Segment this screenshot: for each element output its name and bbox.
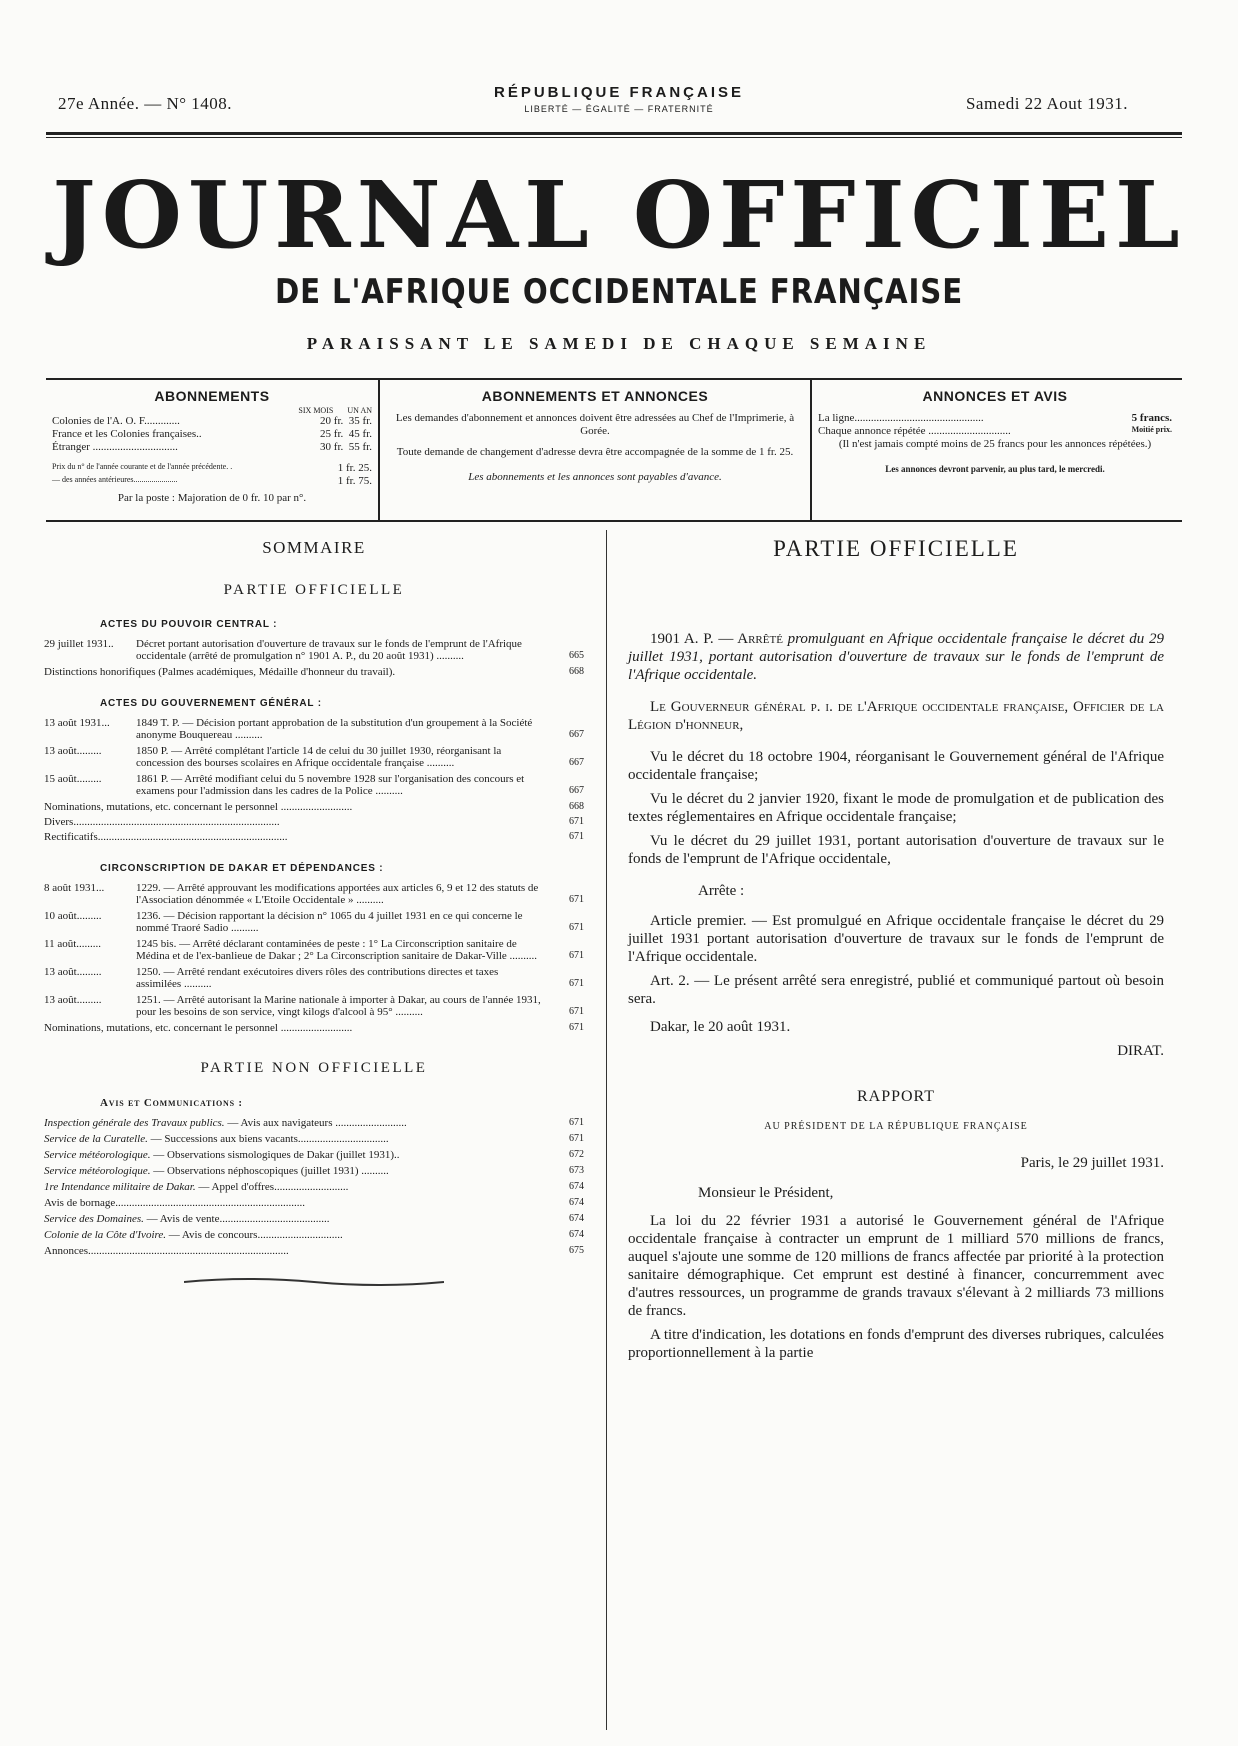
report-body: A titre d'indication, les dotations en fonds d'emprunt des diverses rubriques, calculées proportionnellement à la partie bbox=[628, 1327, 1164, 1361]
vu-paragraph: Vu le décret du 29 juillet 1931, portant autorisation d'ouverture de travaux sur le fonds de l'emprunt de l'Afrique occidentale, bbox=[628, 833, 1164, 867]
subscriptions-announcements-column bbox=[378, 380, 810, 520]
avis-entry: Service météorologique. — Observations sismologiques de Dakar (juillet 1931).. 672 bbox=[44, 1149, 584, 1161]
signature: DIRAT. bbox=[1117, 1043, 1164, 1059]
price-older: — des années antérieures...................... 1 fr. 75. bbox=[52, 475, 372, 487]
address-change-info: Toute demande de changement d'adresse devra être accompagnée de la somme de 1 fr. 25. bbox=[396, 446, 794, 458]
paris-date: Paris, le 29 juillet 1931. bbox=[1020, 1155, 1164, 1171]
vu-paragraph: Vu le décret du 2 janvier 1920, fixant le mode de promulgation et de publication des textes réglementaires en Afrique occidentale française; bbox=[628, 791, 1164, 825]
subscriptions-announcements-heading: ABONNEMENTS ET ANNONCES bbox=[481, 388, 709, 404]
avis-entry: Service météorologique. — Observations néphoscopiques (juillet 1931) .......... 673 bbox=[44, 1165, 584, 1177]
postal-surcharge: Par la poste : Majoration de 0 fr. 10 par n°. bbox=[117, 492, 307, 504]
toc-entry: 13 août......... 1250. — Arrêté rendant exécutoires divers rôles des contributions directes et taxes assimilées .......... 671 bbox=[44, 966, 584, 990]
notices-column bbox=[810, 380, 1178, 520]
avis-entry: Service des Domaines. — Avis de vente........................................ 674 bbox=[44, 1213, 584, 1225]
section-heading: ACTES DU GOUVERNEMENT GÉNÉRAL : bbox=[100, 698, 322, 709]
toc-entry: 11 août......... 1245 bis. — Arrêté déclarant contaminées de peste : 1° La Circonscription sanitaire de Médina et de l'ex-banlieue de Dakar ; 2° La Circonscription sanitaire de Dakar-Ville .......... 671 bbox=[44, 938, 584, 962]
issue-number: 27e Année. — N° 1408. bbox=[58, 94, 233, 113]
payment-note: Les abonnements et les annonces sont payables d'avance. bbox=[468, 471, 722, 483]
price-current: Prix du n° de l'année courante et de l'année précédente. . 1 fr. 25. bbox=[52, 462, 372, 474]
article-2: Art. 2. — Le présent arrêté sera enregistré, publié et communiqué partout où besoin sera. bbox=[628, 973, 1164, 1007]
partie-officielle bbox=[628, 536, 1164, 1368]
republic-label: RÉPUBLIQUE FRANÇAISE bbox=[493, 84, 744, 101]
minimum-note: (Il n'est jamais compté moins de 25 francs pour les annonces répétées.) bbox=[838, 438, 1152, 450]
top-rule-thin bbox=[46, 137, 1182, 138]
rate-row: Colonies de l'A. O. F............. 20 fr. 35 fr. bbox=[52, 415, 372, 427]
toc-entry: 13 août 1931... 1849 T. P. — Décision portant approbation de la substitution d'un groupement à la Société anonyme Bouquereau .......... 667 bbox=[44, 717, 584, 741]
issue-date: Samedi 22 Aout 1931. bbox=[965, 94, 1128, 113]
end-ornament bbox=[44, 1275, 584, 1294]
one-year-header: UN AN bbox=[347, 406, 372, 415]
avis-entry: 1re Intendance militaire de Dakar. — Appel d'offres........................... 674 bbox=[44, 1181, 584, 1193]
avis-entry: Service de la Curatelle. — Successions aux biens vacants................................. 671 bbox=[44, 1133, 584, 1145]
toc-entry: Nominations, mutations, etc. concernant le personnel .......................... 668 bbox=[44, 801, 584, 813]
sommaire bbox=[44, 538, 584, 1294]
toc-entry: 13 août......... 1850 P. — Arrêté complétant l'article 14 de celui du 30 juillet 1930, réorganisant la concession des bourses scolaires en Afrique occidentale française .......... 667 bbox=[44, 745, 584, 769]
rates-table bbox=[52, 415, 372, 454]
toc-entry: 29 juillet 1931.. Décret portant autorisation d'ouverture de travaux sur le fonds de l'emprunt de l'Afrique occidentale (arrêté de promulgation n° 1901 A. P., du 20 août 1931) .......... 665 bbox=[44, 638, 584, 662]
avis-list bbox=[44, 1117, 584, 1257]
avis-heading: Avis et Communications : bbox=[100, 1097, 243, 1109]
subscription-box bbox=[46, 378, 1182, 522]
frequency-line: PARAISSANT LE SAMEDI DE CHAQUE SEMAINE bbox=[306, 334, 932, 353]
toc-entry: Distinctions honorifiques (Palmes académiques, Médaille d'honneur du travail). 668 bbox=[44, 666, 584, 678]
six-months-header: SIX MOIS bbox=[298, 406, 334, 415]
section-heading: CIRCONSCRIPTION DE DAKAR ET DÉPENDANCES : bbox=[100, 863, 384, 874]
rate-row: France et les Colonies françaises.. 25 fr. 45 fr. bbox=[52, 428, 372, 440]
avis-entry: Annonces......................................................................... 675 bbox=[44, 1245, 584, 1257]
toc-entry: 15 août......... 1861 P. — Arrêté modifiant celui du 5 novembre 1928 sur l'organisation des concours et examens pour l'admission dans les cadres de la Police .......... 667 bbox=[44, 773, 584, 797]
rate-row: Étranger ............................... 30 fr. 55 fr. bbox=[52, 441, 372, 453]
rapport-heading: RAPPORT bbox=[856, 1088, 936, 1105]
deadline-note: Les annonces devront parvenir, au plus tard, le mercredi. bbox=[885, 464, 1105, 474]
journal-title: JOURNAL OFFICIEL bbox=[52, 161, 1186, 269]
partie-officielle-heading: PARTIE OFFICIELLE bbox=[223, 582, 405, 598]
place-date: Dakar, le 20 août 1931. bbox=[650, 1019, 791, 1035]
section-heading: ACTES DU POUVOIR CENTRAL : bbox=[100, 619, 278, 630]
avis-entry: Avis de bornage..................................................................... 674 bbox=[44, 1197, 584, 1209]
motto: LIBERTÉ — ÉGALITÉ — FRATERNITÉ bbox=[524, 104, 714, 114]
top-rule bbox=[46, 132, 1182, 135]
arrete-heading: 1901 A. P. — Arrêté promulguant en Afrique occidentale française le décret du 29 juillet 1931, portant autorisation d'ouverture de travaux sur le fonds de l'emprunt de l'Afrique occidentale. bbox=[628, 631, 1164, 683]
toc-entry: 10 août......... 1236. — Décision rapportant la décision n° 1065 du 4 juillet 1931 en ce qui concerne le nommé Traoré Sadio .......... 671 bbox=[44, 910, 584, 934]
governor-line: Le Gouverneur général p. i. de l'Afrique occidentale française, Officier de la Légion d'honneur, bbox=[628, 699, 1164, 733]
toc-entry: 8 août 1931... 1229. — Arrêté approuvant les modifications apportées aux articles 6, 9 et 12 des statuts de l'Association dénommée « L'Etoile Occidentale » .......... 671 bbox=[44, 882, 584, 906]
rapport-subheading: AU PRÉSIDENT DE LA RÉPUBLIQUE FRANÇAISE bbox=[764, 1121, 1028, 1132]
arrete-label: Arrête : bbox=[698, 883, 745, 899]
avis-entry: Colonie de la Côte d'Ivoire. — Avis de concours............................... 674 bbox=[44, 1229, 584, 1241]
avis-entry: Inspection générale des Travaux publics. — Avis aux navigateurs .......................... 671 bbox=[44, 1117, 584, 1129]
partie-officielle-title: PARTIE OFFICIELLE bbox=[773, 536, 1019, 561]
vu-paragraph: Vu le décret du 18 octobre 1904, réorganisant le Gouvernement général de l'Afrique occidentale française; bbox=[628, 749, 1164, 783]
subscriptions-heading: ABONNEMENTS bbox=[154, 388, 270, 404]
salutation: Monsieur le Président, bbox=[698, 1185, 834, 1201]
sommaire-heading: SOMMAIRE bbox=[262, 538, 366, 557]
repeat-price: Chaque annonce répétée .............................. Moitié prix. bbox=[818, 425, 1172, 437]
line-price: La ligne............................................... 5 francs. bbox=[818, 412, 1172, 424]
toc-entry: Nominations, mutations, etc. concernant le personnel .......................... 671 bbox=[44, 1022, 584, 1034]
subscriptions-column bbox=[46, 380, 378, 520]
journal-subtitle: DE L'AFRIQUE OCCIDENTALE FRANÇAISE bbox=[274, 272, 964, 312]
partie-non-officielle-heading: PARTIE NON OFFICIELLE bbox=[200, 1060, 428, 1076]
toc-entry: 13 août......... 1251. — Arrêté autorisant la Marine nationale à importer à Dakar, au cours de l'année 1931, pour les besoins de son service, vingt kilogs d'alcool à 95° .......... 671 bbox=[44, 994, 584, 1018]
article-1: Article premier. — Est promulgué en Afrique occidentale française le décret du 29 juillet 1931 portant autorisation d'ouverture de travaux sur le fonds de l'emprunt de l'Afrique occidentale. bbox=[628, 913, 1164, 965]
toc-entry: Rectificatifs..................................................................... 671 bbox=[44, 831, 584, 843]
toc-entry: Divers........................................................................... 671 bbox=[44, 816, 584, 828]
address-info: Les demandes d'abonnement et annonces doivent être adressées au Chef de l'Imprimerie, à Gorée. bbox=[395, 412, 795, 437]
column-divider bbox=[606, 530, 607, 1730]
notices-heading: ANNONCES ET AVIS bbox=[922, 388, 1068, 404]
report-body: La loi du 22 février 1931 a autorisé le Gouvernement général de l'Afrique occidentale française à contracter un emprunt de 1 milliard 570 millions de francs, auquel s'ajoute une somme de 120 millions de francs affectée par priorité à la protection sanitaire démographique. Cet emprunt est destiné à financer, concurremment avec d'autres ressources, un programme de grands travaux s'élevant à 2 milliards 73 millions de francs. bbox=[628, 1213, 1164, 1319]
